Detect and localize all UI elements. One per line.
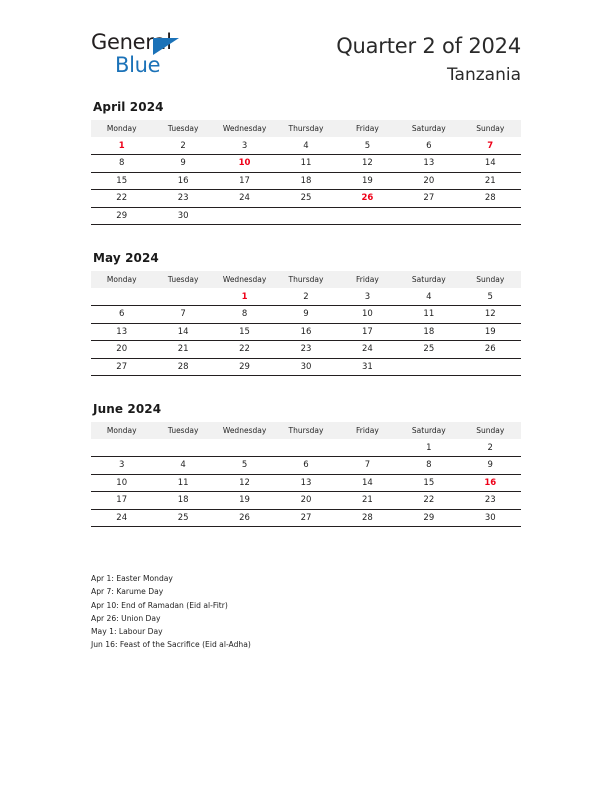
day-cell[interactable]: 13 [398, 155, 459, 173]
title-block [336, 32, 521, 85]
weekday-header-cell: Tuesday [152, 120, 213, 137]
day-cell[interactable]: 3 [337, 288, 398, 306]
day-cell[interactable]: 25 [152, 509, 213, 527]
day-cell-empty [91, 288, 152, 306]
day-cell[interactable]: 2 [275, 288, 336, 306]
weekday-header-cell: Sunday [460, 120, 521, 137]
weekday-header-cell: Monday [91, 120, 152, 137]
day-cell-empty [337, 207, 398, 225]
day-cell[interactable]: 24 [91, 509, 152, 527]
day-cell[interactable]: 11 [275, 155, 336, 173]
day-cell[interactable]: 27 [91, 358, 152, 376]
day-cell[interactable]: 27 [398, 190, 459, 208]
day-cell[interactable]: 7 [460, 137, 521, 155]
brand-name-blue: Blue [115, 53, 161, 77]
calendar-week-row [91, 341, 521, 359]
weekday-header-cell: Sunday [460, 271, 521, 288]
day-cell[interactable]: 30 [152, 207, 213, 225]
calendar-week-row [91, 439, 521, 457]
weekday-header-row [91, 422, 521, 439]
day-cell[interactable]: 18 [152, 492, 213, 510]
day-cell[interactable]: 6 [275, 457, 336, 475]
calendar-week-row [91, 190, 521, 208]
day-cell[interactable]: 8 [398, 457, 459, 475]
day-cell[interactable]: 11 [152, 474, 213, 492]
weekday-header-cell: Saturday [398, 271, 459, 288]
calendar-week-row [91, 172, 521, 190]
holiday-list-item: Jun 16: Feast of the Sacrifice (Eid al-Adha) [91, 640, 251, 650]
day-cell[interactable]: 25 [398, 341, 459, 359]
months-container [91, 100, 521, 553]
day-cell[interactable]: 29 [398, 509, 459, 527]
weekday-header-cell: Thursday [275, 422, 336, 439]
day-cell-empty [214, 439, 275, 457]
day-cell[interactable]: 1 [214, 288, 275, 306]
day-cell[interactable]: 23 [152, 190, 213, 208]
weekday-header-cell: Thursday [275, 271, 336, 288]
calendar-week-row [91, 474, 521, 492]
day-cell[interactable]: 29 [214, 358, 275, 376]
calendar-week-row [91, 358, 521, 376]
day-cell-empty [398, 358, 459, 376]
day-cell[interactable]: 22 [398, 492, 459, 510]
day-cell[interactable]: 14 [337, 474, 398, 492]
day-cell[interactable]: 28 [152, 358, 213, 376]
day-cell-empty [337, 439, 398, 457]
calendar-week-row [91, 457, 521, 475]
calendar-week-row [91, 323, 521, 341]
day-cell-empty [460, 358, 521, 376]
day-cell[interactable]: 8 [91, 155, 152, 173]
month-title: April 2024 [93, 100, 164, 114]
day-cell[interactable]: 23 [275, 341, 336, 359]
holiday-list-item: Apr 26: Union Day [91, 613, 161, 623]
day-cell[interactable]: 14 [152, 323, 213, 341]
calendar-week-row [91, 207, 521, 225]
day-cell[interactable]: 21 [460, 172, 521, 190]
month-block [91, 402, 521, 527]
day-cell[interactable]: 29 [91, 207, 152, 225]
day-cell-empty [460, 207, 521, 225]
day-cell[interactable]: 21 [152, 341, 213, 359]
weekday-header-cell: Wednesday [214, 120, 275, 137]
calendar-week-row [91, 492, 521, 510]
holiday-list-item: May 1: Labour Day [91, 627, 163, 637]
day-cell[interactable]: 10 [91, 474, 152, 492]
day-cell[interactable]: 12 [460, 306, 521, 324]
day-cell[interactable]: 25 [275, 190, 336, 208]
day-cell[interactable]: 9 [152, 155, 213, 173]
weekday-header-cell: Wednesday [214, 271, 275, 288]
day-cell[interactable]: 8 [214, 306, 275, 324]
day-cell[interactable]: 15 [91, 172, 152, 190]
day-cell[interactable]: 6 [398, 137, 459, 155]
day-cell[interactable]: 18 [275, 172, 336, 190]
day-cell-empty [152, 288, 213, 306]
day-cell-empty [275, 207, 336, 225]
day-cell[interactable]: 14 [460, 155, 521, 173]
day-cell[interactable]: 26 [214, 509, 275, 527]
day-cell[interactable]: 28 [460, 190, 521, 208]
day-cell[interactable]: 26 [460, 341, 521, 359]
day-cell[interactable]: 3 [91, 457, 152, 475]
holiday-list-item: Apr 7: Karume Day [91, 587, 164, 597]
day-cell[interactable]: 2 [152, 137, 213, 155]
day-cell[interactable]: 13 [275, 474, 336, 492]
day-cell[interactable]: 4 [275, 137, 336, 155]
calendar-week-row [91, 155, 521, 173]
calendar-week-row [91, 137, 521, 155]
weekday-header-cell: Wednesday [214, 422, 275, 439]
day-cell[interactable]: 16 [275, 323, 336, 341]
day-cell[interactable]: 1 [398, 439, 459, 457]
day-cell[interactable]: 20 [275, 492, 336, 510]
day-cell[interactable]: 26 [337, 190, 398, 208]
calendar-week-row [91, 509, 521, 527]
day-cell[interactable]: 4 [398, 288, 459, 306]
day-cell[interactable]: 17 [214, 172, 275, 190]
holiday-list-item: Apr 10: End of Ramadan (Eid al-Fitr) [91, 600, 228, 610]
brand-logo [91, 32, 191, 84]
day-cell[interactable]: 20 [398, 172, 459, 190]
day-cell[interactable]: 5 [460, 288, 521, 306]
month-block [91, 100, 521, 225]
day-cell[interactable]: 5 [337, 137, 398, 155]
day-cell[interactable]: 27 [275, 509, 336, 527]
holiday-list-item: Apr 1: Easter Monday [91, 574, 173, 583]
day-cell[interactable]: 16 [152, 172, 213, 190]
weekday-header-cell: Saturday [398, 120, 459, 137]
day-cell[interactable]: 13 [91, 323, 152, 341]
brand-name-general: General [91, 30, 172, 54]
day-cell[interactable]: 15 [398, 474, 459, 492]
day-cell[interactable]: 19 [337, 172, 398, 190]
day-cell[interactable]: 30 [460, 509, 521, 527]
day-cell[interactable]: 30 [275, 358, 336, 376]
day-cell[interactable]: 22 [91, 190, 152, 208]
weekday-header-cell: Tuesday [152, 422, 213, 439]
day-cell[interactable]: 12 [214, 474, 275, 492]
weekday-header-row [91, 271, 521, 288]
weekday-header-cell: Saturday [398, 422, 459, 439]
day-cell[interactable]: 4 [152, 457, 213, 475]
calendar-table [91, 422, 521, 527]
calendar-week-row [91, 306, 521, 324]
day-cell[interactable]: 16 [460, 474, 521, 492]
weekday-header-cell: Tuesday [152, 271, 213, 288]
day-cell[interactable]: 7 [337, 457, 398, 475]
day-cell[interactable]: 6 [91, 306, 152, 324]
day-cell[interactable]: 24 [337, 341, 398, 359]
weekday-header-row [91, 120, 521, 137]
day-cell[interactable]: 28 [337, 509, 398, 527]
day-cell[interactable]: 7 [152, 306, 213, 324]
month-title: June 2024 [93, 402, 162, 416]
month-block [91, 251, 521, 376]
calendar-table [91, 271, 521, 376]
day-cell[interactable]: 1 [91, 137, 152, 155]
page-title: Quarter 2 of 2024 [336, 34, 521, 58]
day-cell-empty [398, 207, 459, 225]
day-cell[interactable]: 2 [460, 439, 521, 457]
weekday-header-cell: Friday [337, 422, 398, 439]
day-cell[interactable]: 10 [337, 306, 398, 324]
day-cell-empty [214, 207, 275, 225]
day-cell[interactable]: 18 [398, 323, 459, 341]
day-cell[interactable]: 19 [460, 323, 521, 341]
weekday-header-cell: Friday [337, 271, 398, 288]
calendar-table [91, 120, 521, 225]
day-cell[interactable]: 15 [214, 323, 275, 341]
day-cell[interactable]: 24 [214, 190, 275, 208]
weekday-header-cell: Sunday [460, 422, 521, 439]
weekday-header-cell: Friday [337, 120, 398, 137]
brand-triangle-icon [153, 38, 179, 55]
day-cell[interactable]: 17 [91, 492, 152, 510]
calendar-week-row [91, 288, 521, 306]
day-cell[interactable]: 17 [337, 323, 398, 341]
day-cell[interactable]: 12 [337, 155, 398, 173]
day-cell[interactable]: 9 [275, 306, 336, 324]
day-cell[interactable]: 11 [398, 306, 459, 324]
day-cell[interactable]: 10 [214, 155, 275, 173]
day-cell[interactable]: 19 [214, 492, 275, 510]
day-cell-empty [275, 439, 336, 457]
day-cell[interactable]: 31 [337, 358, 398, 376]
day-cell-empty [91, 439, 152, 457]
day-cell[interactable]: 23 [460, 492, 521, 510]
day-cell[interactable]: 3 [214, 137, 275, 155]
day-cell[interactable]: 22 [214, 341, 275, 359]
day-cell[interactable]: 5 [214, 457, 275, 475]
weekday-header-cell: Monday [91, 422, 152, 439]
day-cell[interactable]: 9 [460, 457, 521, 475]
day-cell[interactable]: 21 [337, 492, 398, 510]
month-title: May 2024 [93, 251, 159, 265]
weekday-header-cell: Thursday [275, 120, 336, 137]
country-subtitle: Tanzania [446, 65, 521, 85]
holiday-list [91, 572, 521, 652]
day-cell[interactable]: 20 [91, 341, 152, 359]
weekday-header-cell: Monday [91, 271, 152, 288]
page-header [91, 32, 521, 90]
day-cell-empty [152, 439, 213, 457]
